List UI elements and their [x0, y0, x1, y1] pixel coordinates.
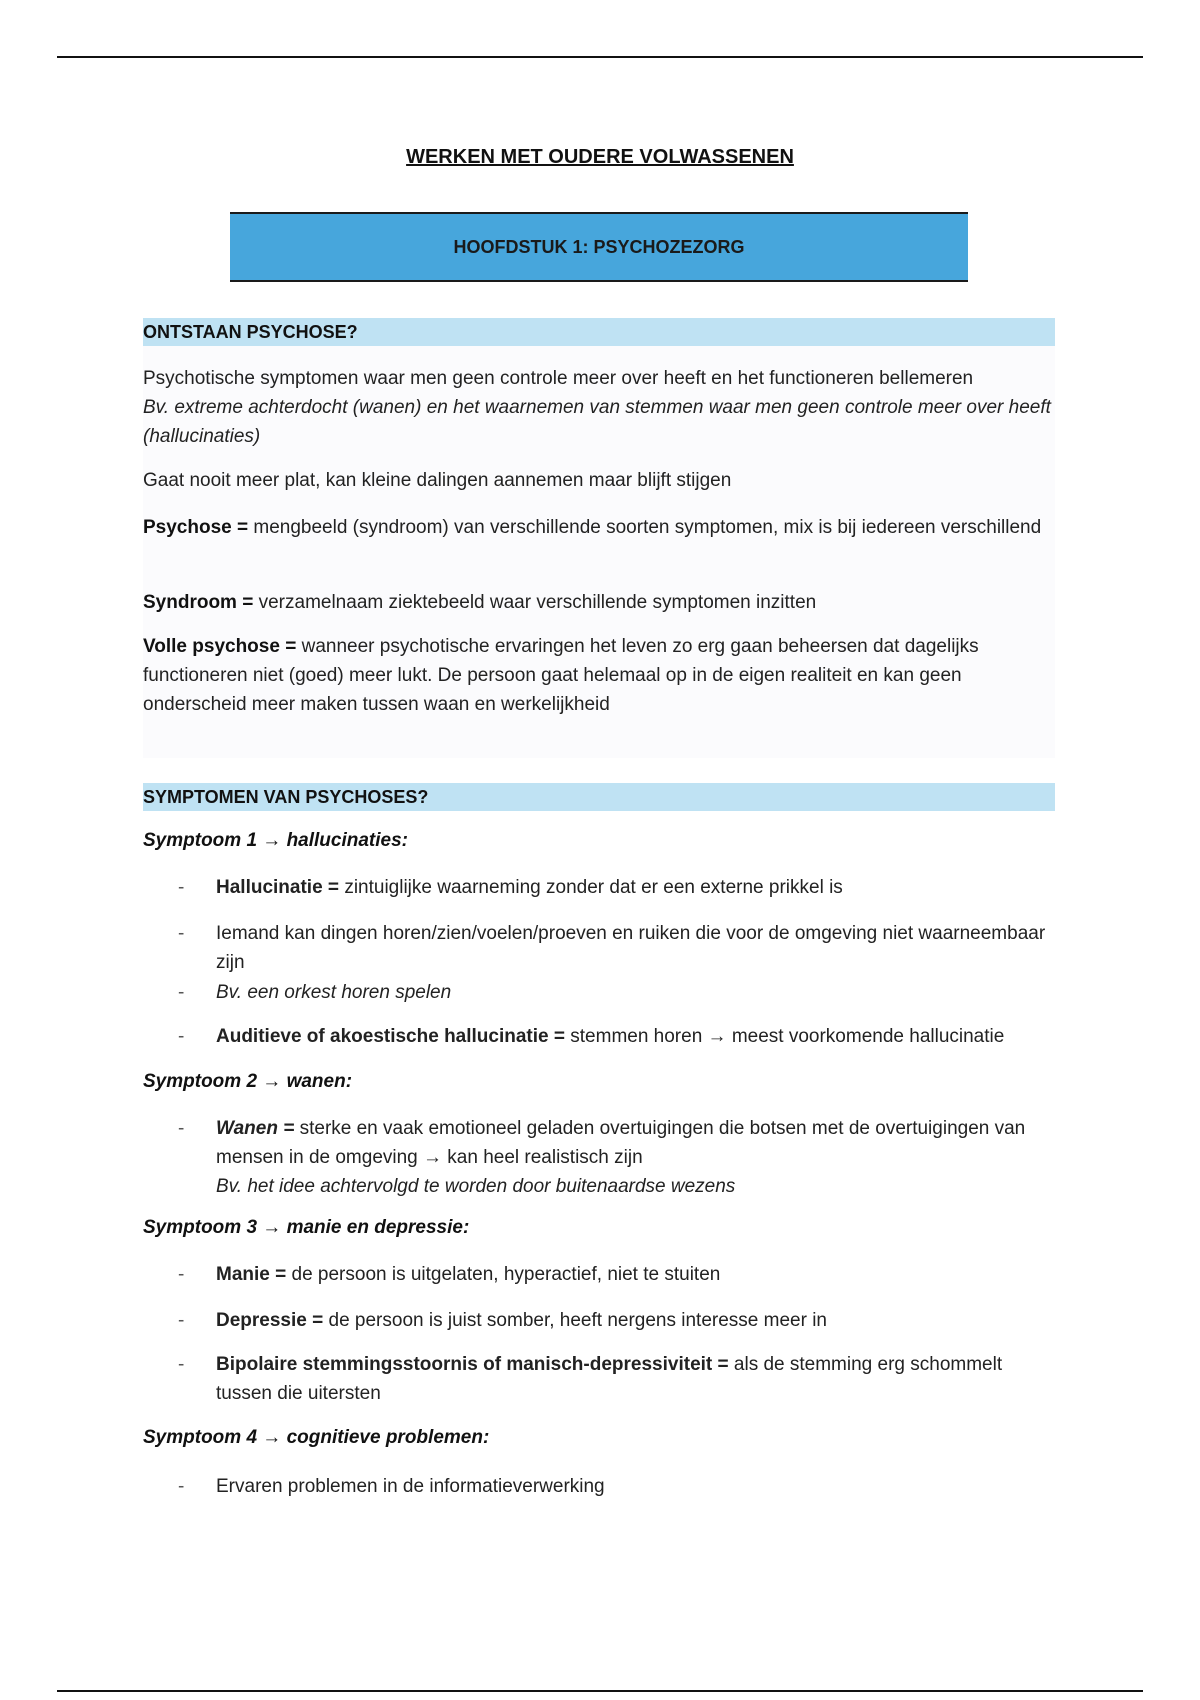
- bullet-dash: -: [178, 923, 185, 944]
- document-title: WERKEN MET OUDERE VOLWASSENEN: [406, 146, 794, 168]
- bullet-dash: -: [178, 1476, 185, 1497]
- bullet-dash: -: [178, 877, 185, 898]
- definition: de persoon is uitgelaten, hyperactief, niet te stuiten: [291, 1264, 721, 1285]
- definition: de persoon is juist somber, heeft nergens interesse meer in: [328, 1310, 827, 1331]
- term: Volle psychose =: [143, 636, 297, 657]
- definition: stemmen horen → meest voorkomende hallucinatie: [570, 1026, 1005, 1047]
- definition-psychose: [143, 513, 1055, 542]
- example: Bv. het idee achtervolgd te worden door buitenaardse wezens: [216, 1176, 736, 1197]
- term: Wanen =: [216, 1118, 295, 1139]
- bullet-dash: -: [178, 1026, 185, 1047]
- term: Psychose =: [143, 517, 249, 538]
- chapter-title: HOOFDSTUK 1: PSYCHOZEZORG: [453, 236, 745, 257]
- term: Bipolaire stemmingsstoornis of manisch-depressiviteit =: [216, 1354, 729, 1375]
- symptom-title: Symptoom 2 → wanen:: [143, 1071, 353, 1092]
- symptom-title: Symptoom 3 → manie en depressie:: [143, 1217, 470, 1238]
- definition: mengbeeld (syndroom) van verschillende soorten symptomen, mix is bij iedereen verschillend: [253, 517, 1042, 538]
- bottom-rule: [57, 1690, 1143, 1692]
- symptom-title: Symptoom 4 → cognitieve problemen:: [143, 1427, 490, 1448]
- bullet-dash: -: [178, 1118, 185, 1139]
- section-heading-symptomen: SYMPTOMEN VAN PSYCHOSES?: [143, 783, 1055, 811]
- list-item-text: Iemand kan dingen horen/zien/voelen/proeven en ruiken die voor de omgeving niet waarneembaar zijn: [216, 923, 1046, 973]
- bullet-dash: -: [178, 1310, 185, 1331]
- definition: zintuiglijke waarneming zonder dat er een externe prikkel is: [344, 877, 843, 898]
- term: Auditieve of akoestische hallucinatie =: [216, 1026, 565, 1047]
- list-item-text: Ervaren problemen in de informatieverwerking: [216, 1476, 605, 1497]
- definition: sterke en vaak emotioneel geladen overtuigingen die botsen met de overtuigingen van mensen in de omgeving → kan heel realistisch zijn: [216, 1118, 1026, 1168]
- paragraph-text: Psychotische symptomen waar men geen controle meer over heeft en het functioneren bellemeren: [143, 368, 974, 389]
- term: Hallucinatie =: [216, 877, 340, 898]
- definition: wanneer psychotische ervaringen het leven zo erg gaan beheersen dat dagelijks functioneren niet (goed) meer lukt. De persoon gaat helemaal op in de eigen realiteit en kan geen onderscheid meer maken tussen waan en werkelijkheid: [143, 636, 979, 715]
- bullet-dash: -: [178, 1264, 185, 1285]
- list-item-text: Bv. een orkest horen spelen: [216, 982, 452, 1003]
- symptom-title: Symptoom 1 → hallucinaties:: [143, 830, 408, 851]
- definition-volle-psychose: [143, 632, 1055, 719]
- chapter-banner: [230, 212, 968, 282]
- term: Depressie =: [216, 1310, 324, 1331]
- paragraph: [143, 364, 1055, 451]
- paragraph-example: Bv. extreme achterdocht (wanen) en het waarnemen van stemmen waar men geen controle meer over heeft (hallucinaties): [143, 397, 1051, 447]
- top-rule: [57, 56, 1143, 58]
- definition: verzamelnaam ziektebeeld waar verschillende symptomen inzitten: [258, 592, 817, 613]
- paragraph: Gaat nooit meer plat, kan kleine dalingen aannemen maar blijft stijgen: [143, 470, 732, 491]
- definition: als de stemming erg schommelt tussen die uitersten: [216, 1354, 1003, 1404]
- section-heading-ontstaan: ONTSTAAN PSYCHOSE?: [143, 318, 1055, 346]
- term: Syndroom =: [143, 592, 254, 613]
- definition-syndroom: [143, 588, 1055, 617]
- bullet-dash: -: [178, 982, 185, 1003]
- term: Manie =: [216, 1264, 287, 1285]
- bullet-dash: -: [178, 1354, 185, 1375]
